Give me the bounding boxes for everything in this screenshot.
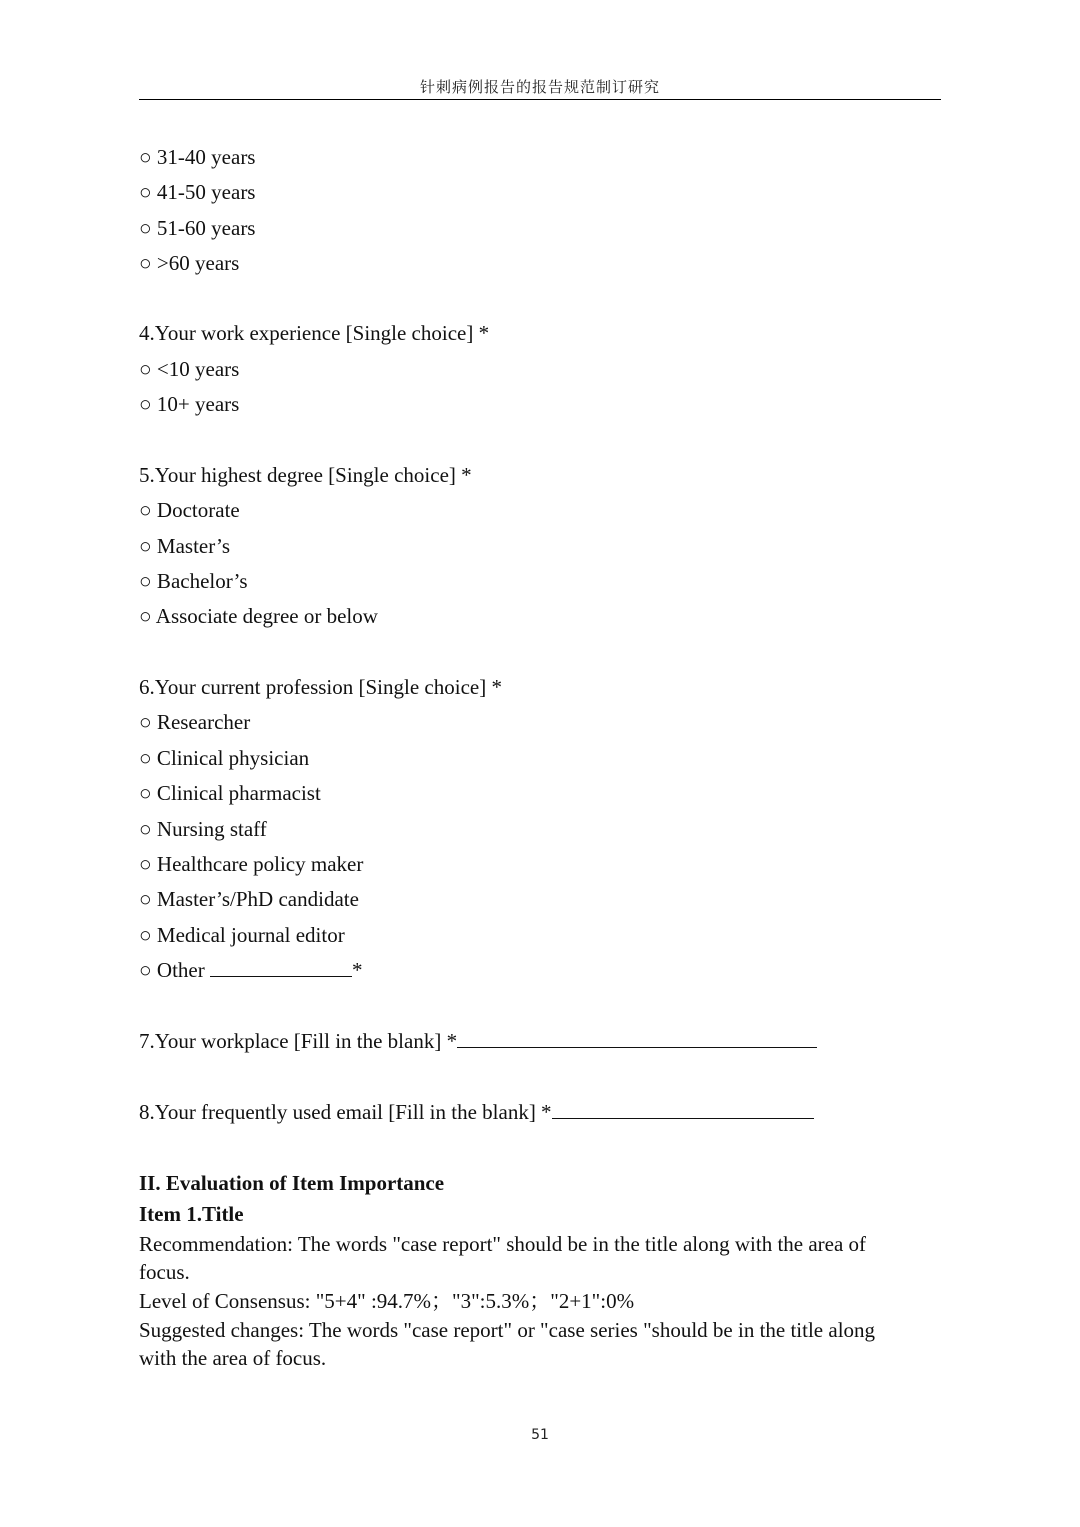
q6-option-clinical-physician[interactable]: ○ Clinical physician [139, 746, 310, 770]
consensus-line: Level of Consensus: "5+4" :94.7%；"3":5.3%；"2+1":0% [139, 1289, 635, 1313]
q8-question: 8.Your frequently used email [Fill in the blank] * [139, 1100, 552, 1124]
recommendation-line2: focus. [139, 1260, 190, 1284]
q5-question: 5.Your highest degree [Single choice] * [139, 463, 472, 487]
q7-row [139, 1028, 817, 1054]
q6-option-policy-maker[interactable]: ○ Healthcare policy maker [139, 852, 364, 876]
q8-email-blank[interactable] [552, 1100, 814, 1119]
q5-option-masters[interactable]: ○ Master’s [139, 534, 231, 558]
q5-option-associate[interactable]: ○ Associate degree or below [139, 604, 378, 628]
q6-other-required: * [352, 958, 363, 982]
running-header: 针刺病例报告的报告规范制订研究 [419, 78, 660, 96]
q3-option-31-40[interactable]: ○ 31-40 years [139, 145, 256, 169]
q7-workplace-blank[interactable] [457, 1029, 817, 1048]
q6-other-label: ○ Other [139, 958, 205, 982]
q4-option-10-plus[interactable]: ○ 10+ years [139, 392, 240, 416]
q6-other-blank[interactable] [210, 958, 352, 977]
page-number: 51 [531, 1427, 549, 1443]
q7-question: 7.Your workplace [Fill in the blank] * [139, 1029, 458, 1053]
q8-row [139, 1099, 814, 1125]
q3-option-41-50[interactable]: ○ 41-50 years [139, 180, 256, 204]
q5-option-doctorate[interactable]: ○ Doctorate [139, 498, 240, 522]
q4-question: 4.Your work experience [Single choice] * [139, 321, 490, 345]
q4-option-under-10[interactable]: ○ <10 years [139, 357, 240, 381]
suggested-line1: Suggested changes: The words "case report" or "case series "should be in the title along [139, 1318, 876, 1342]
suggested-line2: with the area of focus. [139, 1346, 327, 1370]
item1-title: Item 1.Title [139, 1202, 244, 1226]
section2-heading: II. Evaluation of Item Importance [139, 1171, 445, 1195]
header-rule [139, 99, 941, 100]
q6-option-nursing-staff[interactable]: ○ Nursing staff [139, 817, 267, 841]
q3-option-over-60[interactable]: ○ >60 years [139, 251, 240, 275]
recommendation-line1: Recommendation: The words "case report" should be in the title along with the area of [139, 1232, 867, 1256]
q6-option-clinical-pharmacist[interactable]: ○ Clinical pharmacist [139, 781, 321, 805]
q6-option-phd-candidate[interactable]: ○ Master’s/PhD candidate [139, 887, 359, 911]
q6-option-other[interactable] [139, 957, 363, 983]
q6-option-journal-editor[interactable]: ○ Medical journal editor [139, 923, 345, 947]
q5-option-bachelors[interactable]: ○ Bachelor’s [139, 569, 248, 593]
q6-question: 6.Your current profession [Single choice] * [139, 675, 502, 699]
q3-option-51-60[interactable]: ○ 51-60 years [139, 216, 256, 240]
q6-option-researcher[interactable]: ○ Researcher [139, 710, 251, 734]
